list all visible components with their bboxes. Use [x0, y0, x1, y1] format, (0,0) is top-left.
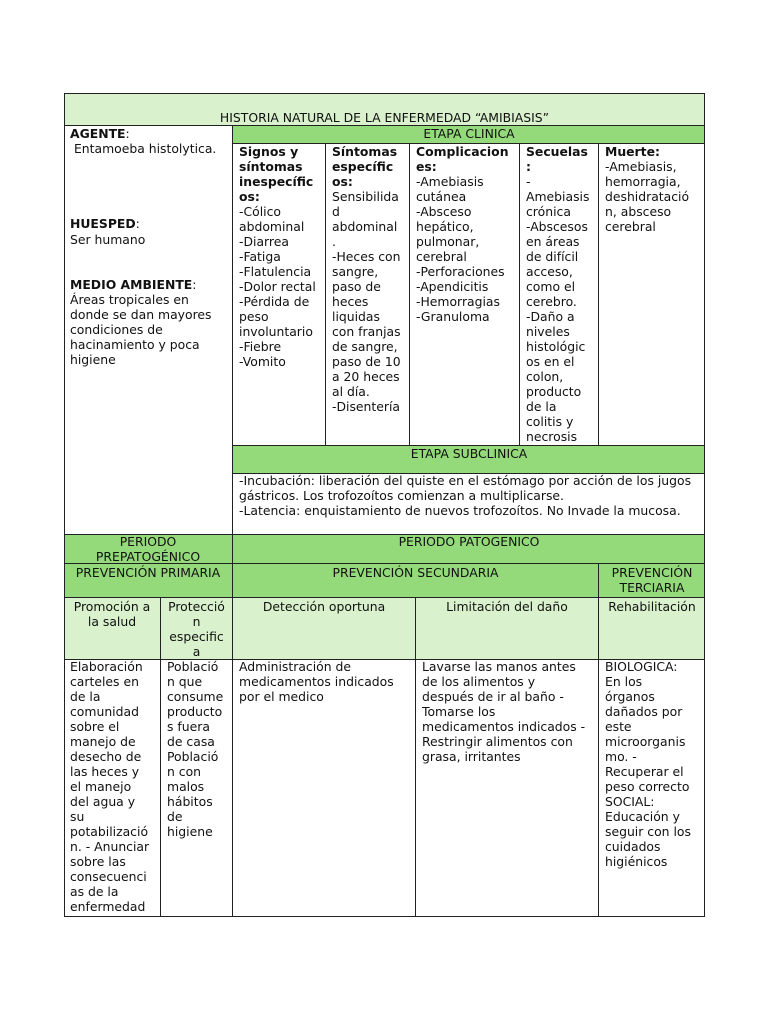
tertiary-prevention: PREVENCIÓN TERCIARIA [611, 565, 693, 595]
col-item: cerebral [416, 249, 467, 264]
col-item: niveles [526, 324, 570, 339]
col-item: abdominal [332, 219, 398, 234]
col-item: de la [526, 399, 557, 414]
col-item: -Heces con [332, 249, 401, 264]
agent-block [70, 126, 230, 141]
col-title-line: inespecífic [239, 174, 314, 189]
col-item: heces [332, 294, 369, 309]
col-title-line: Síntomas [332, 144, 398, 159]
col-title-line: Secuelas [526, 144, 588, 159]
col-item: -Cólico [239, 204, 281, 219]
subclinical-line: -Latencia: enquistamiento de nuevos trofozoítos. No Invade la mucosa. [239, 503, 681, 518]
col-title-line: Muerte: [605, 144, 660, 159]
col-item: crónica [526, 204, 571, 219]
col-item: hepático, [416, 219, 474, 234]
col-item: colitis y [526, 414, 574, 429]
clinical-col-sequelae [526, 144, 598, 444]
col-item: involuntario [239, 324, 313, 339]
pathogenic-period: PERIODO PATOGENICO [398, 534, 540, 549]
col-item: de difícil [526, 249, 579, 264]
col-item: a 20 heces [332, 369, 400, 384]
primary-prevention: PREVENCIÓN PRIMARIA [75, 565, 221, 580]
col-item: deshidratació [605, 189, 690, 204]
col-title-line: síntomas [239, 159, 303, 174]
col-title-line: os: [239, 189, 260, 204]
specific-protection-header: Protecció n especific a [168, 599, 225, 659]
col-item: liquidas [332, 309, 380, 324]
environment-label: MEDIO AMBIENTE [70, 277, 193, 292]
col-item: -Apendicitis [416, 279, 489, 294]
col-title-line: es: [416, 159, 437, 174]
col-item: de sangre, [332, 339, 398, 354]
col-item: en áreas [526, 234, 580, 249]
col-item: paso de 10 [332, 354, 401, 369]
col-item: . [332, 234, 336, 249]
col-item: -Diarrea [239, 234, 289, 249]
col-item: histológic [526, 339, 586, 354]
col-item: -Amebiasis [416, 174, 484, 189]
col-title-line: : [526, 159, 531, 174]
col-item: producto [526, 384, 582, 399]
col-item: -Fatiga [239, 249, 281, 264]
col-item: como el [526, 279, 576, 294]
col-item: n, absceso [605, 204, 672, 219]
col-item: cerebro. [526, 294, 577, 309]
agent-value: Entamoeba histolytica. [70, 141, 217, 156]
col-item: -Flatulencia [239, 264, 312, 279]
col-item: colon, [526, 369, 564, 384]
clinical-col-symptoms [332, 144, 408, 414]
environment-line: hacinamiento y poca [70, 337, 200, 352]
environment-block [70, 277, 230, 292]
col-item: -Dolor rectal [239, 279, 316, 294]
subclinical-line: -Incubación: liberación del quiste en el estómago por acción de los jugos [239, 473, 692, 488]
col-item: -Fiebre [239, 339, 282, 354]
col-item: d [332, 204, 340, 219]
clinical-stage-header: ETAPA CLINICA [423, 126, 515, 141]
prepathogenic-period: PERIODO PREPATOGÉNICO [95, 534, 201, 564]
subclinical-stage-header: ETAPA SUBCLINICA [410, 446, 528, 461]
col-item: -Abscesos [526, 219, 588, 234]
col-item: hemorragia, [605, 174, 681, 189]
rehabilitation-header: Rehabilitación [608, 599, 696, 614]
col-item: al día. [332, 384, 370, 399]
environment-colon: : [192, 277, 197, 292]
col-item: con franjas [332, 324, 401, 339]
col-item: -Pérdida de [239, 294, 310, 309]
environment-line: Áreas tropicales en [70, 292, 189, 307]
col-title-line: Signos y [239, 144, 299, 159]
col-item: cerebral [605, 219, 656, 234]
col-item: -Amebiasis, [605, 159, 677, 174]
col-item: paso de [332, 279, 381, 294]
host-value: Ser humano [70, 232, 146, 247]
col-item: -Granuloma [416, 309, 490, 324]
col-item: peso [239, 309, 269, 324]
early-detection-header: Detección oportuna [262, 599, 386, 614]
col-title-line: Complicacion [416, 144, 509, 159]
col-item: Amebiasis [526, 189, 590, 204]
subclinical-text [239, 473, 703, 518]
secondary-prevention: PREVENCIÓN SECUNDARIA [332, 565, 499, 580]
col-item: pulmonar, [416, 234, 480, 249]
damage-limitation-header: Limitación del daño [446, 599, 568, 614]
health-promotion-content: Elaboración carteles en de la comunidad sobre el manejo de desecho de las heces y el manejo del agua y su potabilizació n. - Anunciar sobre las consecuenci as de la enfermedad [70, 659, 150, 914]
clinical-col-signs [239, 144, 325, 369]
health-promotion-header: Promoción a la salud [73, 599, 151, 629]
col-item: sangre, [332, 264, 379, 279]
host-label: HUESPED [70, 216, 136, 231]
early-detection-content: Administración de medicamentos indicados por el medico [239, 659, 394, 704]
host-colon: : [135, 216, 140, 231]
document-title: HISTORIA NATURAL DE LA ENFERMEDAD “AMIBIASIS” [219, 110, 550, 125]
clinical-col-death [605, 144, 704, 234]
col-item: Sensibilida [332, 189, 399, 204]
environment-line: higiene [70, 352, 116, 367]
rehabilitation-content: BIOLOGICA: En los órganos dañados por este microorganis mo. - Recuperar el peso correcto SOCIAL: Educación y seguir con los cuidados higiénicos [605, 659, 691, 869]
environment-line: condiciones de [70, 322, 163, 337]
col-item: -Hemorragias [416, 294, 500, 309]
col-item: -Perforaciones [416, 264, 505, 279]
damage-limitation-content: Lavarse las manos antes de los alimentos y después de ir al baño - Tomarse los medicamentos indicados - Restringir alimentos con grasa, irritantes [422, 659, 586, 764]
specific-protection-content: Població n que consume producto s fuera de casa Població n con malos hábitos de higiene [167, 659, 224, 839]
col-item: cutánea [416, 189, 467, 204]
col-item: -Vomito [239, 354, 286, 369]
col-item: -Disentería [332, 399, 400, 414]
agent-colon: : [125, 126, 130, 141]
col-title-line: específic [332, 159, 394, 174]
col-item: -Daño a [526, 309, 575, 324]
environment-line: donde se dan mayores [70, 307, 212, 322]
col-item: -Absceso [416, 204, 472, 219]
environment-text [70, 292, 230, 367]
agent-label: AGENTE [70, 126, 126, 141]
clinical-col-complications [416, 144, 520, 324]
subclinical-line: gástricos. Los trofozoítos comienzan a multiplicarse. [239, 488, 564, 503]
col-item: abdominal [239, 219, 305, 234]
col-item: acceso, [526, 264, 573, 279]
col-item: os en el [526, 354, 575, 369]
host-block [70, 216, 230, 231]
col-title-line: os: [332, 174, 353, 189]
col-item: necrosis [526, 429, 578, 444]
col-item: - [526, 174, 531, 189]
